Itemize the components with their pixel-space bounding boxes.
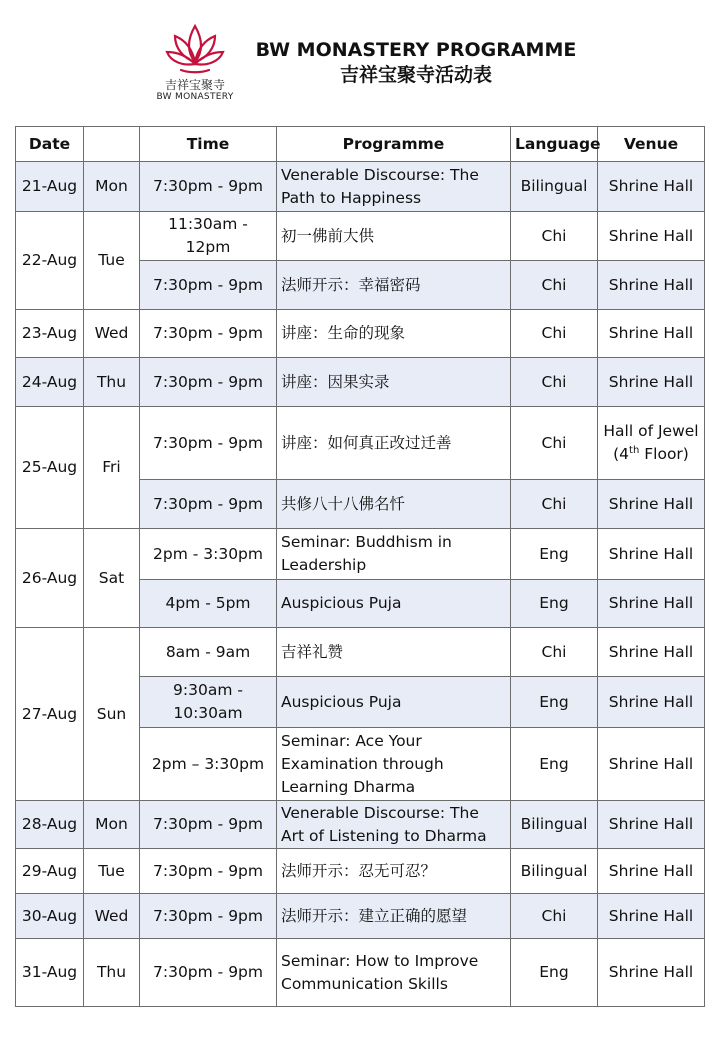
table-row <box>16 801 705 849</box>
day-cell: Sat <box>84 529 140 628</box>
time-cell: 8am - 9am <box>140 628 277 677</box>
date-cell: 29-Aug <box>16 849 84 894</box>
programme-cell: 讲座：生命的现象 <box>277 310 511 358</box>
logo-english-text: BW MONASTERY <box>156 92 234 102</box>
venue-cell: Shrine Hall <box>598 261 705 310</box>
time-cell: 7:30pm - 9pm <box>140 801 277 849</box>
programme-cell: Auspicious Puja <box>277 677 511 728</box>
programme-cell: Seminar: Buddhism in Leadership <box>277 529 511 580</box>
day-cell: Sun <box>84 628 140 801</box>
page-header <box>0 0 720 120</box>
venue-cell: Shrine Hall <box>598 480 705 529</box>
time-cell: 7:30pm - 9pm <box>140 894 277 939</box>
venue-cell: Shrine Hall <box>598 849 705 894</box>
table-row <box>16 407 705 480</box>
language-cell: Chi <box>511 310 598 358</box>
table-row <box>16 628 705 677</box>
time-cell: 7:30pm - 9pm <box>140 407 277 480</box>
venue-cell: Shrine Hall <box>598 580 705 628</box>
language-cell: Eng <box>511 728 598 801</box>
venue-cell: Shrine Hall <box>598 939 705 1007</box>
time-cell: 7:30pm - 9pm <box>140 261 277 310</box>
day-cell: Wed <box>84 894 140 939</box>
date-cell: 22-Aug <box>16 212 84 310</box>
venue-cell: Shrine Hall <box>598 801 705 849</box>
time-cell: 7:30pm - 9pm <box>140 480 277 529</box>
programme-table <box>15 126 705 1007</box>
language-cell: Chi <box>511 480 598 529</box>
venue-line-1: Hall of Jewel <box>603 422 699 440</box>
day-cell: Thu <box>84 939 140 1007</box>
venue-cell: Shrine Hall <box>598 358 705 407</box>
time-cell: 11:30am - 12pm <box>140 212 277 261</box>
language-cell: Eng <box>511 677 598 728</box>
date-cell: 25-Aug <box>16 407 84 529</box>
date-cell: 21-Aug <box>16 162 84 212</box>
day-cell: Tue <box>84 849 140 894</box>
venue-cell: Shrine Hall <box>598 212 705 261</box>
language-cell: Chi <box>511 894 598 939</box>
day-cell: Mon <box>84 162 140 212</box>
venue-cell: Shrine Hall <box>598 310 705 358</box>
date-cell: 28-Aug <box>16 801 84 849</box>
date-cell: 24-Aug <box>16 358 84 407</box>
language-cell: Eng <box>511 939 598 1007</box>
time-cell: 7:30pm - 9pm <box>140 162 277 212</box>
language-cell: Chi <box>511 407 598 480</box>
programme-cell: 共修八十八佛名忏 <box>277 480 511 529</box>
programme-cell: Auspicious Puja <box>277 580 511 628</box>
title-chinese: 吉祥宝聚寺活动表 <box>339 64 492 86</box>
language-cell: Bilingual <box>511 849 598 894</box>
language-cell: Bilingual <box>511 801 598 849</box>
programme-cell: Seminar: Ace Your Examination through Learning Dharma <box>277 728 511 801</box>
lotus-icon <box>165 18 225 76</box>
venue-cell: Shrine Hall <box>598 677 705 728</box>
time-cell: 7:30pm - 9pm <box>140 939 277 1007</box>
programme-cell: 初一佛前大供 <box>277 212 511 261</box>
language-cell: Chi <box>511 628 598 677</box>
language-cell: Bilingual <box>511 162 598 212</box>
programme-cell: Seminar: How to Improve Communication Skills <box>277 939 511 1007</box>
venue-cell: Shrine Hall <box>598 162 705 212</box>
day-cell: Wed <box>84 310 140 358</box>
column-header-programme: Programme <box>277 127 511 162</box>
time-cell: 7:30pm - 9pm <box>140 358 277 407</box>
date-cell: 27-Aug <box>16 628 84 801</box>
venue-cell: Shrine Hall <box>598 728 705 801</box>
venue-cell: Shrine Hall <box>598 628 705 677</box>
time-cell: 2pm – 3:30pm <box>140 728 277 801</box>
logo-chinese-text: 吉祥宝聚寺 <box>164 78 225 92</box>
programme-cell: 法师开示：忍无可忍？ <box>277 849 511 894</box>
day-cell: Thu <box>84 358 140 407</box>
table-row <box>16 894 705 939</box>
day-cell: Fri <box>84 407 140 529</box>
table-header-row <box>16 127 705 162</box>
table-row <box>16 358 705 407</box>
programme-cell: 吉祥礼赞 <box>277 628 511 677</box>
table-row <box>16 939 705 1007</box>
page-title <box>246 38 586 88</box>
date-cell: 23-Aug <box>16 310 84 358</box>
venue-cell: Shrine Hall <box>598 894 705 939</box>
date-cell: 26-Aug <box>16 529 84 628</box>
time-cell: 9:30am - 10:30am <box>140 677 277 728</box>
table-row <box>16 529 705 580</box>
programme-cell: Venerable Discourse: The Art of Listening to Dharma <box>277 801 511 849</box>
language-cell: Eng <box>511 529 598 580</box>
table-row <box>16 310 705 358</box>
language-cell: Chi <box>511 261 598 310</box>
day-cell: Tue <box>84 212 140 310</box>
column-header-time: Time <box>140 127 277 162</box>
language-cell: Eng <box>511 580 598 628</box>
time-cell: 7:30pm - 9pm <box>140 849 277 894</box>
programme-cell: 法师开示：建立正确的愿望 <box>277 894 511 939</box>
language-cell: Chi <box>511 358 598 407</box>
programme-cell: Venerable Discourse: The Path to Happiness <box>277 162 511 212</box>
title-english: BW MONASTERY PROGRAMME <box>255 39 577 61</box>
venue-cell <box>598 407 705 480</box>
day-cell: Mon <box>84 801 140 849</box>
language-cell: Chi <box>511 212 598 261</box>
column-header-language: Language <box>511 127 598 162</box>
programme-cell: 讲座：如何真正改过迁善 <box>277 407 511 480</box>
column-header-day <box>84 127 140 162</box>
venue-cell: Shrine Hall <box>598 529 705 580</box>
time-cell: 2pm - 3:30pm <box>140 529 277 580</box>
time-cell: 4pm - 5pm <box>140 580 277 628</box>
time-cell: 7:30pm - 9pm <box>140 310 277 358</box>
date-cell: 30-Aug <box>16 894 84 939</box>
table-row <box>16 212 705 261</box>
programme-cell: 讲座：因果实录 <box>277 358 511 407</box>
monastery-logo <box>150 18 240 112</box>
column-header-date: Date <box>16 127 84 162</box>
venue-line-2: (4th Floor) <box>613 444 689 463</box>
table-row <box>16 849 705 894</box>
column-header-venue: Venue <box>598 127 705 162</box>
date-cell: 31-Aug <box>16 939 84 1007</box>
table-row <box>16 162 705 212</box>
programme-cell: 法师开示：幸福密码 <box>277 261 511 310</box>
